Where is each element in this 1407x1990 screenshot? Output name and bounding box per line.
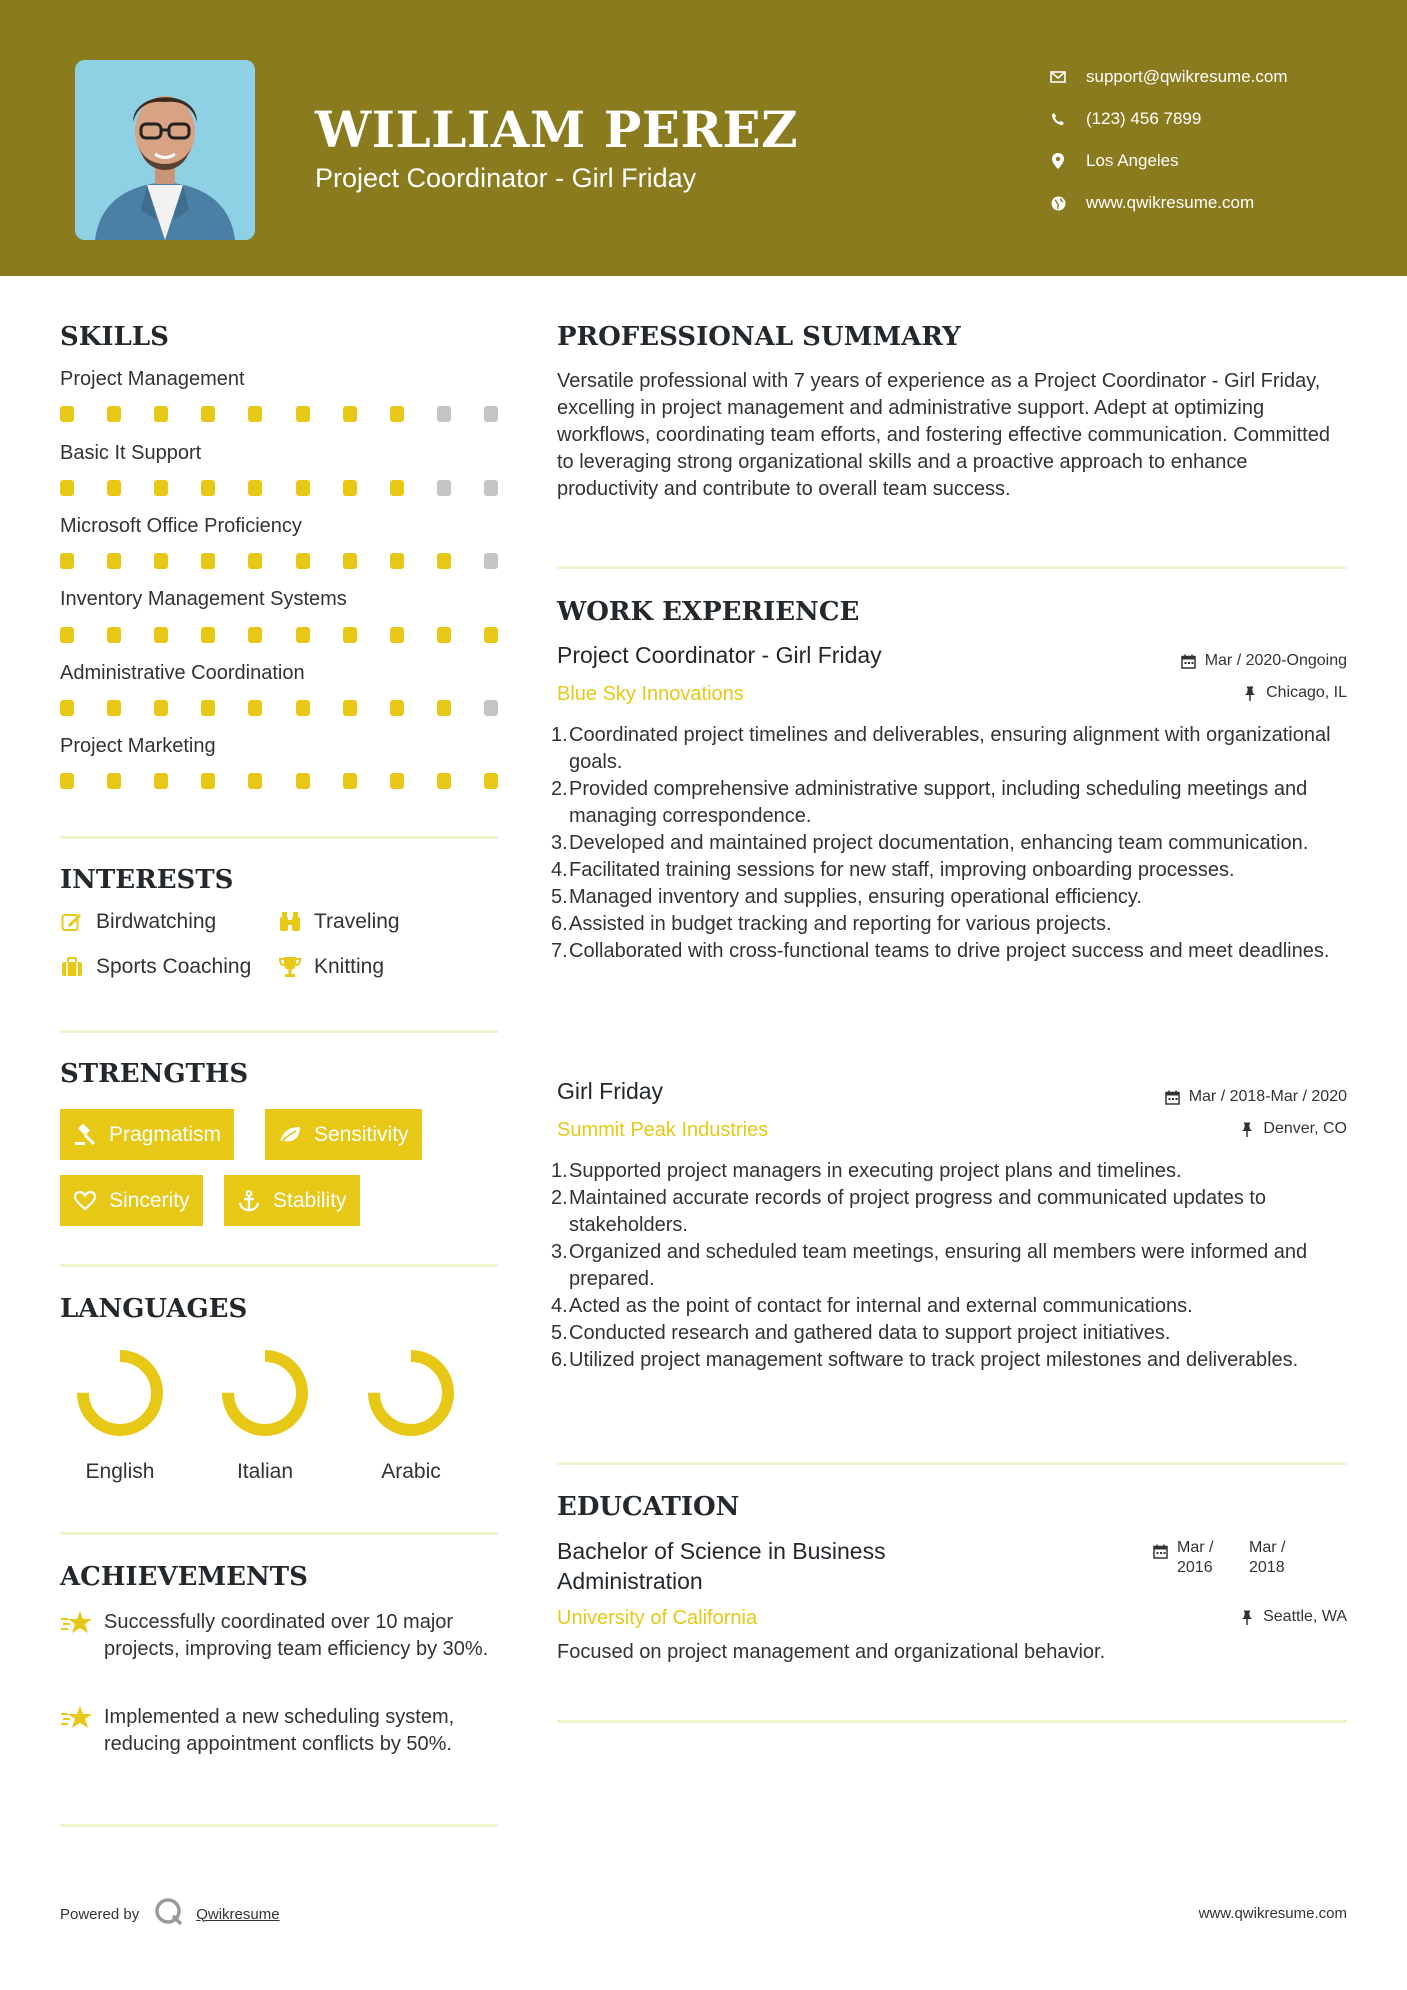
skill-dot-filled bbox=[107, 480, 121, 496]
skill-dot-filled bbox=[107, 773, 121, 789]
job-dates bbox=[1165, 1088, 1347, 1106]
job-role: Girl Friday bbox=[557, 1078, 664, 1104]
interest-label: Sports Coaching bbox=[96, 955, 252, 978]
section-divider bbox=[557, 1720, 1347, 1723]
skill-dot-filled bbox=[390, 627, 404, 643]
job-bullet: 6. Utilized project management software to track project milestones and deliverables. bbox=[557, 1347, 1347, 1374]
job-role: Project Coordinator - Girl Friday bbox=[557, 642, 882, 668]
skill-dot-filled bbox=[484, 773, 498, 789]
job-bullet: 1. Coordinated project timelines and deliverables, ensuring alignment with organizational goals. bbox=[557, 722, 1347, 776]
job-location bbox=[1242, 684, 1347, 702]
contact-phone-text: (123) 456 7899 bbox=[1086, 109, 1202, 128]
language-progress-ring bbox=[220, 1348, 310, 1438]
skill-dot-filled bbox=[60, 773, 74, 789]
skill-dot-filled bbox=[343, 553, 357, 569]
skill-name: Inventory Management Systems bbox=[60, 588, 347, 610]
job-bullet-text: Collaborated with cross-functional teams to drive project success and meet deadlines. bbox=[569, 940, 1330, 962]
skill-dot-filled bbox=[248, 627, 262, 643]
education-school: University of California bbox=[557, 1607, 758, 1629]
shooting-star-icon bbox=[60, 1609, 94, 1637]
footer-powered-by bbox=[60, 1897, 280, 1931]
strength-label: Sincerity bbox=[109, 1188, 190, 1212]
profile-photo bbox=[75, 60, 255, 240]
interest-label: Knitting bbox=[314, 955, 385, 978]
job-bullet-text: Coordinated project timelines and deliverables, ensuring alignment with organizational goals. bbox=[569, 724, 1331, 773]
skill-name: Project Marketing bbox=[60, 735, 216, 757]
strength-tag bbox=[224, 1175, 360, 1226]
education-location-text: Seattle, WA bbox=[1263, 1608, 1347, 1625]
contact-email-text: support@qwikresume.com bbox=[1086, 67, 1288, 86]
strengths-heading: STRENGTHS bbox=[60, 1059, 249, 1089]
skill-rating bbox=[60, 773, 498, 789]
calendar-icon bbox=[1181, 653, 1197, 669]
language-progress-ring bbox=[366, 1348, 456, 1438]
skill-dot-filled bbox=[296, 406, 310, 422]
skill-dot-filled bbox=[390, 553, 404, 569]
interest-label: Birdwatching bbox=[96, 910, 217, 933]
language-progress-ring bbox=[75, 1348, 165, 1438]
globe-icon bbox=[1048, 193, 1068, 213]
skill-dot-filled bbox=[390, 480, 404, 496]
skill-dot-filled bbox=[154, 773, 168, 789]
calendar-icon bbox=[1165, 1089, 1181, 1105]
skill-dot-filled bbox=[154, 627, 168, 643]
job-bullet: 5. Conducted research and gathered data to support project initiatives. bbox=[557, 1320, 1347, 1347]
achievement-item bbox=[60, 1609, 500, 1663]
language-label: English bbox=[85, 1460, 155, 1483]
job-company: Summit Peak Industries bbox=[557, 1119, 769, 1141]
skill-rating bbox=[60, 553, 498, 569]
job-bullet-text: Conducted research and gathered data to support project initiatives. bbox=[569, 1322, 1171, 1344]
skill-dot-filled bbox=[343, 773, 357, 789]
skill-dot-filled bbox=[60, 627, 74, 643]
achievement-text: Successfully coordinated over 10 major projects, improving team efficiency by 30%. bbox=[104, 1611, 489, 1660]
skill-dot-empty bbox=[484, 700, 498, 716]
skill-dot-filled bbox=[296, 553, 310, 569]
contact-website-text: www.qwikresume.com bbox=[1086, 193, 1255, 212]
pushpin-icon bbox=[1239, 1609, 1255, 1625]
anchor-icon bbox=[237, 1189, 261, 1213]
contact-location bbox=[1048, 140, 1288, 182]
job-bullet-text: Organized and scheduled team meetings, ensuring all members were informed and prepared. bbox=[569, 1241, 1308, 1290]
language-item bbox=[60, 1348, 180, 1484]
section-divider bbox=[557, 566, 1347, 569]
job-bullet: 3. Developed and maintained project documentation, enhancing team communication. bbox=[557, 830, 1347, 857]
skill-dot-filled bbox=[296, 773, 310, 789]
briefcase-icon bbox=[60, 955, 84, 979]
skill-dot-filled bbox=[201, 553, 215, 569]
job-bullet: 1. Supported project managers in executing project plans and timelines. bbox=[557, 1158, 1347, 1185]
language-item bbox=[205, 1348, 325, 1484]
job-bullet: 7. Collaborated with cross-functional teams to drive project success and meet deadlines. bbox=[557, 938, 1347, 965]
pencil-square-icon bbox=[60, 910, 84, 934]
job-bullet: 4. Facilitated training sessions for new staff, improving onboarding processes. bbox=[557, 857, 1347, 884]
job-dates-text: Mar / 2020-Ongoing bbox=[1204, 652, 1347, 669]
skill-dot-filled bbox=[107, 627, 121, 643]
contact-list bbox=[1048, 56, 1288, 224]
contact-email[interactable] bbox=[1048, 56, 1288, 98]
skill-dot-filled bbox=[107, 406, 121, 422]
strength-tag bbox=[60, 1109, 234, 1160]
education-heading: EDUCATION bbox=[557, 1492, 740, 1522]
shooting-star-icon bbox=[60, 1704, 94, 1732]
job-bullet-text: Managed inventory and supplies, ensuring operational efficiency. bbox=[569, 886, 1142, 908]
skill-dot-filled bbox=[201, 627, 215, 643]
job-bullet: 5. Managed inventory and supplies, ensuring operational efficiency. bbox=[557, 884, 1347, 911]
job-bullet: 2. Maintained accurate records of project progress and communicated updates to stakeholders. bbox=[557, 1185, 1347, 1239]
achievement-item bbox=[60, 1704, 500, 1758]
section-divider bbox=[60, 1264, 498, 1267]
envelope-icon bbox=[1048, 67, 1068, 87]
skill-dot-filled bbox=[154, 700, 168, 716]
section-divider bbox=[557, 1462, 1347, 1465]
job-bullet: 4. Acted as the point of contact for internal and external communications. bbox=[557, 1293, 1347, 1320]
job-bullet-text: Acted as the point of contact for internal and external communications. bbox=[569, 1295, 1193, 1317]
binoculars-icon bbox=[278, 910, 302, 934]
contact-location-text: Los Angeles bbox=[1086, 151, 1179, 170]
qwikresume-logo-icon bbox=[154, 1897, 184, 1931]
skill-dot-filled bbox=[343, 627, 357, 643]
education-dates bbox=[1153, 1538, 1321, 1578]
resume-header bbox=[0, 0, 1407, 276]
interest-item bbox=[278, 955, 384, 979]
experience-heading: WORK EXPERIENCE bbox=[557, 597, 860, 627]
job-company: Blue Sky Innovations bbox=[557, 683, 744, 705]
strength-label: Stability bbox=[273, 1188, 347, 1212]
job-bullet: 2. Provided comprehensive administrative support, including scheduling meetings and managing correspondence. bbox=[557, 776, 1347, 830]
job-bullet-text: Supported project managers in executing project plans and timelines. bbox=[569, 1160, 1182, 1182]
skill-dot-filled bbox=[60, 700, 74, 716]
pushpin-icon bbox=[1239, 1121, 1255, 1137]
skill-dot-filled bbox=[484, 627, 498, 643]
interests-heading: INTERESTS bbox=[60, 865, 234, 895]
job-bullet: 3. Organized and scheduled team meetings, ensuring all members were informed and prepared. bbox=[557, 1239, 1347, 1293]
skill-name: Basic It Support bbox=[60, 442, 202, 464]
skills-heading: SKILLS bbox=[60, 322, 169, 352]
skill-dot-filled bbox=[296, 627, 310, 643]
skill-dot-empty bbox=[437, 480, 451, 496]
job-bullet-text: Provided comprehensive administrative support, including scheduling meetings and managing correspondence. bbox=[569, 778, 1308, 827]
skill-dot-filled bbox=[248, 700, 262, 716]
skill-rating bbox=[60, 700, 498, 716]
job-bullet-text: Facilitated training sessions for new staff, improving onboarding processes. bbox=[569, 859, 1235, 881]
skill-dot-filled bbox=[248, 406, 262, 422]
strength-label: Pragmatism bbox=[109, 1122, 222, 1146]
skill-dot-filled bbox=[296, 700, 310, 716]
skill-dot-filled bbox=[248, 773, 262, 789]
skill-dot-empty bbox=[484, 553, 498, 569]
education-description: Focused on project management and organizational behavior. bbox=[557, 1641, 1106, 1663]
education-end: Mar / 2018 bbox=[1249, 1539, 1286, 1576]
skill-dot-filled bbox=[437, 553, 451, 569]
education-degree: Bachelor of Science in Business Administration bbox=[557, 1538, 886, 1594]
footer-website-link[interactable]: www.qwikresume.com bbox=[1198, 1905, 1347, 1922]
skill-dot-filled bbox=[437, 700, 451, 716]
heart-icon bbox=[73, 1189, 97, 1213]
calendar-icon bbox=[1153, 1544, 1169, 1560]
interest-item bbox=[60, 955, 251, 979]
job-bullet-list bbox=[551, 722, 1347, 965]
skill-dot-filled bbox=[437, 627, 451, 643]
languages-heading: LANGUAGES bbox=[60, 1294, 248, 1324]
skill-name: Administrative Coordination bbox=[60, 662, 305, 684]
education-location bbox=[1239, 1608, 1347, 1626]
contact-phone[interactable] bbox=[1048, 98, 1288, 140]
achievements-heading: ACHIEVEMENTS bbox=[60, 1562, 308, 1592]
skill-dot-filled bbox=[107, 700, 121, 716]
skill-dot-filled bbox=[201, 406, 215, 422]
gavel-icon bbox=[73, 1123, 97, 1147]
skill-dot-filled bbox=[60, 553, 74, 569]
candidate-name: WILLIAM PEREZ bbox=[315, 100, 799, 159]
job-location-text: Denver, CO bbox=[1263, 1120, 1347, 1137]
skill-dot-filled bbox=[154, 553, 168, 569]
skill-dot-filled bbox=[201, 773, 215, 789]
skill-rating bbox=[60, 480, 498, 496]
skill-dot-filled bbox=[60, 480, 74, 496]
skill-dot-filled bbox=[296, 480, 310, 496]
trophy-icon bbox=[278, 955, 302, 979]
skill-dot-filled bbox=[248, 480, 262, 496]
job-dates bbox=[1181, 652, 1347, 670]
achievement-text: Implemented a new scheduling system, reducing appointment conflicts by 50%. bbox=[104, 1706, 455, 1755]
skill-dot-filled bbox=[154, 406, 168, 422]
skill-dot-filled bbox=[390, 406, 404, 422]
skill-rating bbox=[60, 406, 498, 422]
skill-dot-filled bbox=[437, 773, 451, 789]
skill-dot-filled bbox=[390, 773, 404, 789]
section-divider bbox=[60, 1824, 498, 1827]
job-bullet-text: Assisted in budget tracking and reporting for various projects. bbox=[569, 913, 1112, 935]
job-location-text: Chicago, IL bbox=[1266, 684, 1347, 701]
skill-dot-filled bbox=[201, 480, 215, 496]
strength-tag bbox=[265, 1109, 422, 1160]
powered-by-text: Powered by bbox=[60, 1905, 140, 1923]
skill-dot-empty bbox=[437, 406, 451, 422]
skill-name: Project Management bbox=[60, 368, 245, 390]
skill-dot-empty bbox=[484, 480, 498, 496]
skill-dot-filled bbox=[201, 700, 215, 716]
skill-dot-filled bbox=[248, 553, 262, 569]
pushpin-icon bbox=[1242, 685, 1258, 701]
leaf-icon bbox=[278, 1123, 302, 1147]
language-item bbox=[351, 1348, 471, 1484]
location-pin-icon bbox=[1048, 151, 1068, 171]
job-bullet-text: Developed and maintained project documentation, enhancing team communication. bbox=[569, 832, 1309, 854]
job-bullet-text: Utilized project management software to track project milestones and deliverables. bbox=[569, 1349, 1299, 1371]
skill-dot-filled bbox=[390, 700, 404, 716]
section-divider bbox=[60, 1030, 498, 1033]
strength-tag bbox=[60, 1175, 203, 1226]
strength-label: Sensitivity bbox=[314, 1122, 409, 1146]
interest-item bbox=[60, 910, 216, 934]
language-label: Italian bbox=[236, 1460, 294, 1483]
interest-item bbox=[278, 910, 400, 934]
skill-dot-filled bbox=[343, 700, 357, 716]
job-dates-text: Mar / 2018-Mar / 2020 bbox=[1188, 1088, 1347, 1105]
language-label: Arabic bbox=[381, 1460, 441, 1483]
job-bullet-text: Maintained accurate records of project progress and communicated updates to stakeholders. bbox=[569, 1187, 1267, 1236]
skill-dot-empty bbox=[484, 406, 498, 422]
phone-icon bbox=[1048, 109, 1068, 129]
job-location bbox=[1239, 1120, 1347, 1138]
section-divider bbox=[60, 1532, 498, 1535]
qwikresume-link[interactable]: Qwikresume bbox=[196, 1905, 280, 1923]
summary-heading: PROFESSIONAL SUMMARY bbox=[557, 322, 961, 352]
summary-text: Versatile professional with 7 years of experience as a Project Coordinator - Girl Friday, excelling in project management and administrative support. Adept at optimizing workflows, coordinating team efforts, and fostering effective communication. Committed to leveraging strong organizational skills and a proactive approach to enhance productivity and contribute to overall team success. bbox=[557, 370, 1330, 500]
interest-label: Traveling bbox=[314, 910, 400, 933]
job-bullet: 6. Assisted in budget tracking and reporting for various projects. bbox=[557, 911, 1347, 938]
skill-dot-filled bbox=[154, 480, 168, 496]
skill-dot-filled bbox=[343, 406, 357, 422]
contact-website[interactable] bbox=[1048, 182, 1288, 224]
job-bullet-list bbox=[551, 1158, 1347, 1374]
skill-dot-filled bbox=[107, 553, 121, 569]
skill-dot-filled bbox=[343, 480, 357, 496]
education-start: Mar / 2016 bbox=[1177, 1539, 1214, 1576]
skill-dot-filled bbox=[60, 406, 74, 422]
section-divider bbox=[60, 836, 498, 839]
candidate-title: Project Coordinator - Girl Friday bbox=[315, 163, 697, 193]
skill-name: Microsoft Office Proficiency bbox=[60, 515, 302, 537]
skill-rating bbox=[60, 627, 498, 643]
